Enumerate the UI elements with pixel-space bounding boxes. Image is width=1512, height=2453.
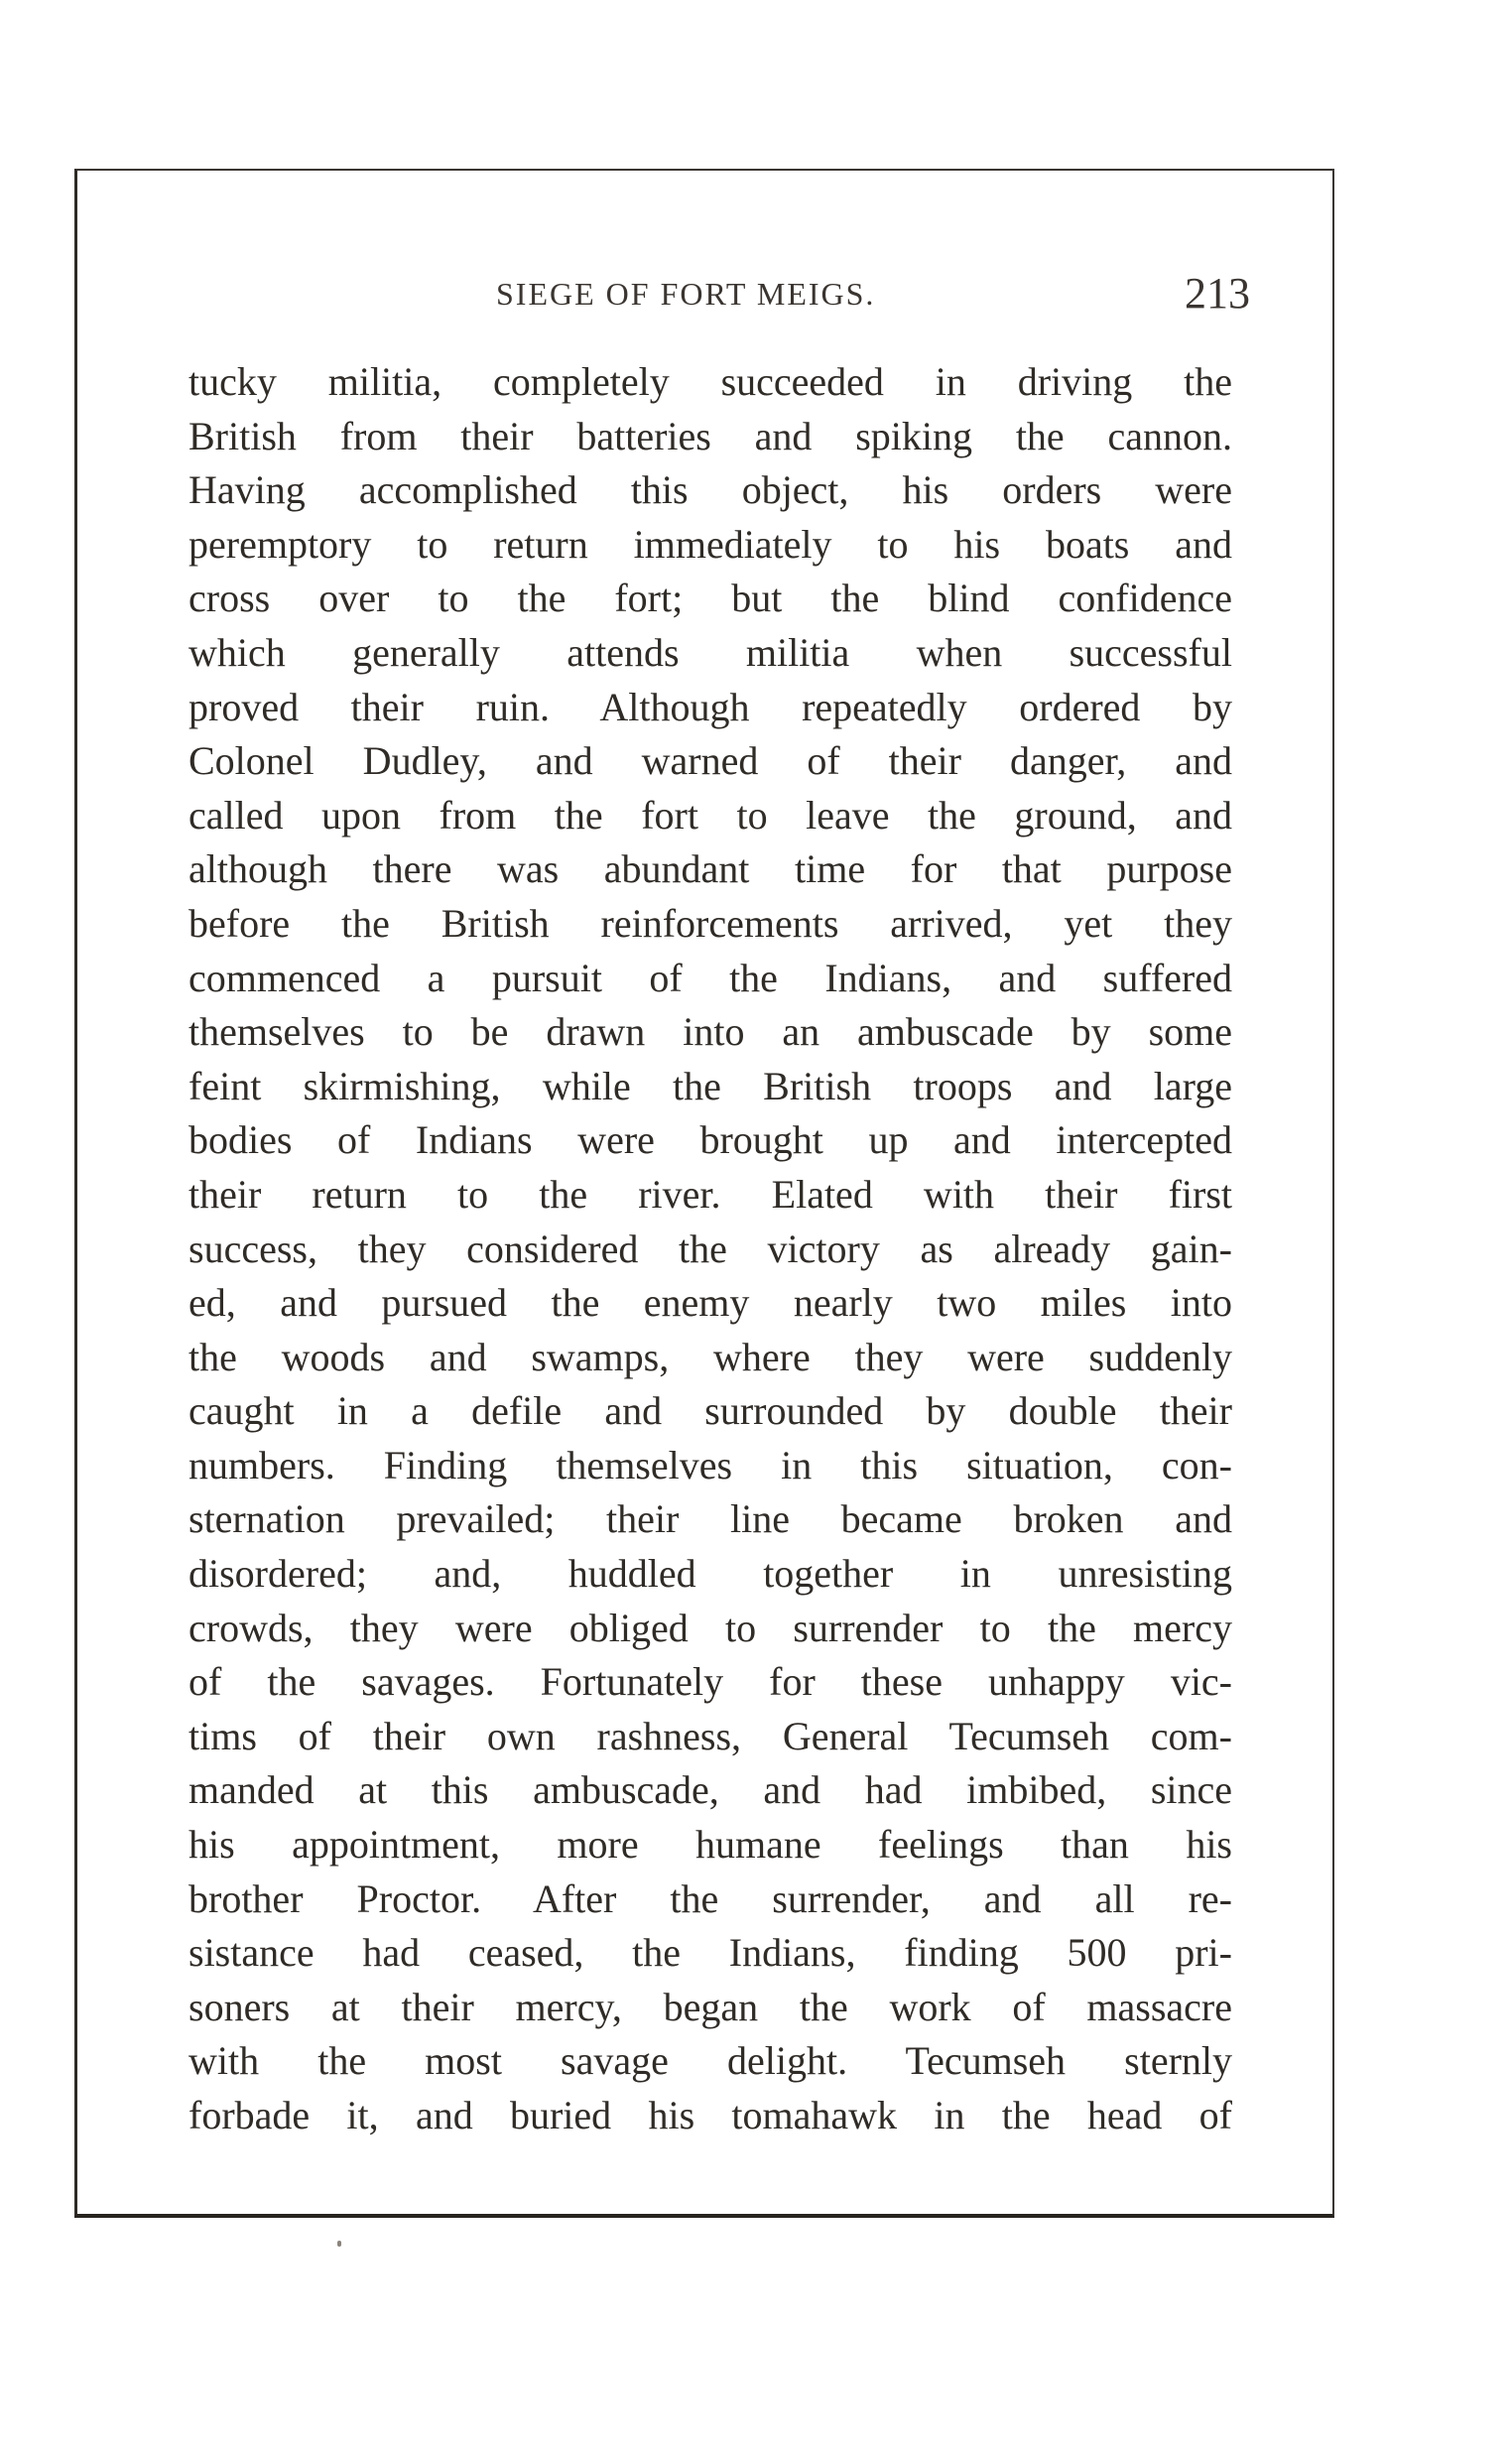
running-title: SIEGE OF FORT MEIGS.	[496, 276, 876, 312]
text-line: soners at their mercy, began the work of massacre	[189, 1984, 1232, 2029]
text-line: proved their ruin. Although repeatedly ordered by	[189, 684, 1232, 729]
text-line: sternation prevailed; their line became broken and	[189, 1496, 1232, 1542]
text-line: his appointment, more humane feelings than his	[189, 1822, 1232, 1868]
text-line: called upon from the fort to leave the ground, and	[189, 792, 1232, 838]
text-line: ed, and pursued the enemy nearly two miles into	[189, 1280, 1232, 1326]
body-text	[189, 355, 1232, 2143]
text-line: although there was abundant time for that purpose	[189, 846, 1232, 892]
text-line: Colonel Dudley, and warned of their danger, and	[189, 738, 1232, 784]
text-line: Having accomplished this object, his orders were	[189, 467, 1232, 513]
page-header	[189, 268, 1255, 327]
text-line: cross over to the fort; but the blind confidence	[189, 576, 1232, 621]
text-line: of the savages. Fortunately for these unhappy vic-	[189, 1659, 1232, 1705]
text-line: their return to the river. Elated with their first	[189, 1171, 1232, 1217]
text-line: manded at this ambuscade, and had imbibed, since	[189, 1767, 1232, 1813]
text-line: tucky militia, completely succeeded in driving the	[189, 359, 1232, 404]
text-line: caught in a defile and surrounded by double their	[189, 1388, 1232, 1434]
text-line: tims of their own rashness, General Tecumseh com-	[189, 1713, 1232, 1758]
text-line: themselves to be drawn into an ambuscade by some	[189, 1009, 1232, 1055]
text-line: numbers. Finding themselves in this situation, con-	[189, 1442, 1232, 1487]
text-line: brother Proctor. After the surrender, and all re-	[189, 1875, 1232, 1921]
text-line: crowds, they were obliged to surrender to the mercy	[189, 1605, 1232, 1650]
text-line: the woods and swamps, where they were suddenly	[189, 1334, 1232, 1379]
text-line: peremptory to return immediately to his boats and	[189, 521, 1232, 567]
text-line: success, they considered the victory as already gain-	[189, 1226, 1232, 1271]
ink-speck	[337, 2241, 341, 2247]
text-line: British from their batteries and spiking the cannon.	[189, 413, 1232, 458]
text-line: before the British reinforcements arrived, yet they	[189, 900, 1232, 946]
text-line: sistance had ceased, the Indians, finding 500 pri-	[189, 1930, 1232, 1976]
text-line: with the most savage delight. Tecumseh sternly	[189, 2038, 1232, 2084]
page-number: 213	[1185, 269, 1250, 318]
text-line: disordered; and, huddled together in unresisting	[189, 1551, 1232, 1597]
text-line: forbade it, and buried his tomahawk in the head of	[189, 2093, 1232, 2137]
text-line: bodies of Indians were brought up and intercepted	[189, 1117, 1232, 1163]
text-line: commenced a pursuit of the Indians, and suffered	[189, 955, 1232, 1000]
text-line: which generally attends militia when successful	[189, 629, 1232, 675]
text-line: feint skirmishing, while the British troops and large	[189, 1063, 1232, 1108]
